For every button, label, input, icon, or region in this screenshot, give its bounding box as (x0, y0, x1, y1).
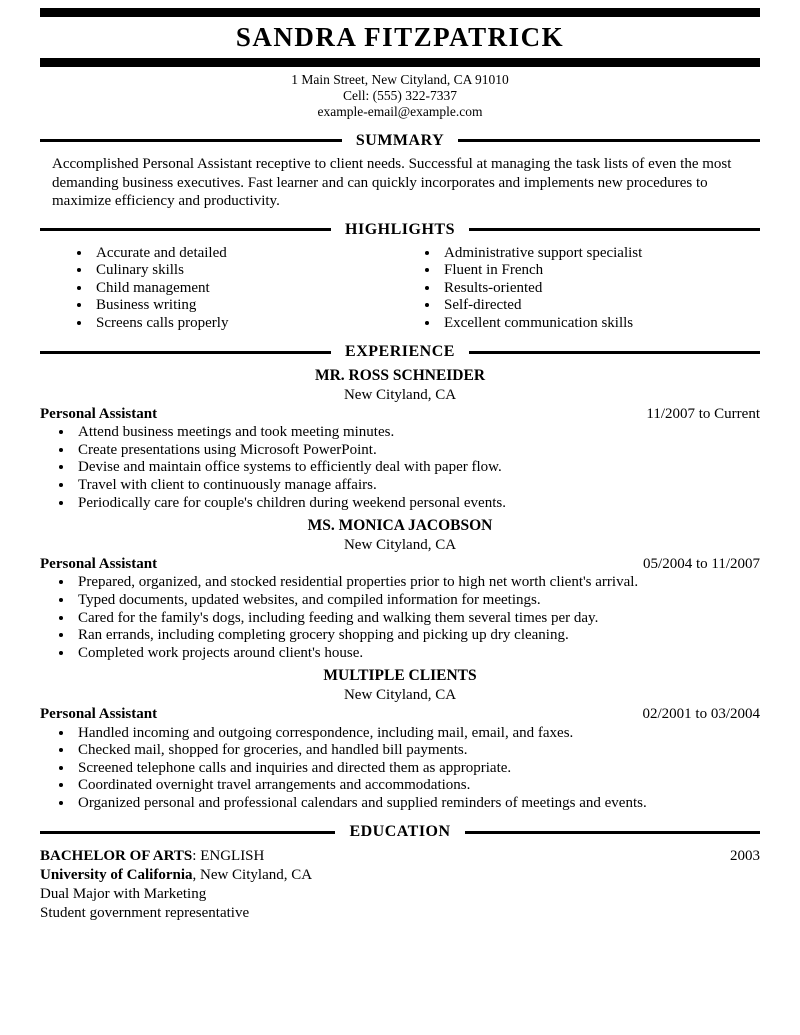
divider (469, 351, 760, 354)
job-location: New Cityland, CA (343, 686, 457, 703)
job-entry (40, 667, 760, 812)
education-school-location: , New Cityland, CA (192, 867, 313, 884)
highlights-columns (52, 245, 748, 333)
job-bullet: • Travel with client to continuously manage affairs. (74, 477, 760, 495)
highlight-item: • Business writing (92, 297, 400, 315)
highlights-left-column (52, 245, 400, 333)
job-employer: MULTIPLE CLIENTS (323, 667, 477, 685)
divider (40, 228, 331, 231)
section-header-highlights (40, 221, 760, 239)
highlight-item: • Excellent communication skills (440, 315, 748, 333)
section-title-education: EDUCATION (349, 823, 451, 841)
job-meta-row (40, 705, 760, 724)
top-divider-bar (40, 8, 760, 17)
job-employer: MS. MONICA JACOBSON (307, 517, 493, 535)
job-employer: MR. ROSS SCHNEIDER (314, 367, 486, 385)
education-degree-title: BACHELOR OF ARTS (40, 847, 193, 864)
highlight-item: • Child management (92, 280, 400, 298)
education-degree (40, 847, 264, 866)
job-bullet: • Ran errands, including completing grocery shopping and picking up dry cleaning. (74, 627, 760, 645)
divider (40, 351, 331, 354)
job-bullet: • Prepared, organized, and stocked residential properties prior to high net worth client's arrival. (74, 574, 760, 592)
job-bullet: • Screened telephone calls and inquiries and directed them as appropriate. (74, 760, 760, 778)
job-bullet-list (40, 725, 760, 813)
job-position: Personal Assistant (40, 705, 158, 722)
job-dates: 02/2001 to 03/2004 (642, 705, 760, 722)
highlight-item: • Results-oriented (440, 280, 748, 298)
highlight-item: • Administrative support specialist (440, 245, 748, 263)
job-bullet: • Checked mail, shopped for groceries, and handled bill payments. (74, 742, 760, 760)
education-block (40, 847, 760, 924)
name-divider-bar (40, 58, 760, 67)
job-bullet: • Attend business meetings and took meeting minutes. (74, 424, 760, 442)
job-entry (40, 517, 760, 662)
divider (458, 139, 760, 142)
job-bullet: • Devise and maintain office systems to efficiently deal with paper flow. (74, 459, 760, 477)
job-location: New Cityland, CA (343, 386, 457, 403)
contact-email: example-email@example.com (317, 104, 483, 120)
divider (469, 228, 760, 231)
job-position: Personal Assistant (40, 405, 158, 422)
job-bullet-list (40, 574, 760, 662)
divider (40, 139, 342, 142)
job-bullet: • Organized personal and professional calendars and supplied reminders of meetings and events. (74, 795, 760, 813)
education-year: 2003 (730, 847, 760, 864)
highlight-list (52, 245, 400, 333)
section-header-experience (40, 343, 760, 361)
job-position: Personal Assistant (40, 555, 158, 572)
highlight-item: • Self-directed (440, 297, 748, 315)
job-meta-row (40, 555, 760, 574)
job-bullet: • Coordinated overnight travel arrangements and accommodations. (74, 777, 760, 795)
highlight-item: • Screens calls properly (92, 315, 400, 333)
contact-phone: Cell: (555) 322-7337 (343, 88, 457, 104)
job-bullet: • Handled incoming and outgoing correspondence, including mail, email, and faxes. (74, 725, 760, 743)
job-bullet-list (40, 424, 760, 512)
page-title: SANDRA FITZPATRICK (235, 22, 565, 52)
job-entry (40, 367, 760, 512)
divider (40, 831, 335, 834)
highlight-list (400, 245, 748, 333)
section-title-summary: SUMMARY (355, 131, 445, 149)
job-bullet: • Create presentations using Microsoft PowerPoint. (74, 442, 760, 460)
summary-text: Accomplished Personal Assistant receptive to client needs. Successful at managing the task lists of even the most demanding business executives. Fast learner and can quickly incorporates and implements new procedures to maximize efficiency and productivity. (52, 156, 732, 209)
job-dates: 11/2007 to Current (646, 405, 760, 422)
job-bullet: • Periodically care for couple's children during weekend personal events. (74, 495, 760, 513)
education-degree-row (40, 847, 760, 866)
section-title-highlights: HIGHLIGHTS (345, 221, 455, 239)
job-bullet: • Completed work projects around client's house. (74, 645, 760, 663)
section-header-summary (40, 132, 760, 150)
education-school: University of California (40, 867, 193, 884)
section-header-education (40, 823, 760, 841)
highlight-item: • Culinary skills (92, 262, 400, 280)
section-title-experience: EXPERIENCE (345, 343, 455, 361)
highlight-item: • Fluent in French (440, 262, 748, 280)
highlights-right-column (400, 245, 748, 333)
job-meta-row (40, 405, 760, 424)
job-location: New Cityland, CA (343, 536, 457, 553)
education-degree-major: : ENGLISH (192, 847, 265, 864)
education-detail: Dual Major with Marketing (40, 886, 207, 903)
job-dates: 05/2004 to 11/2007 (643, 555, 760, 572)
education-detail: Student government representative (40, 905, 250, 922)
highlight-item: • Accurate and detailed (92, 245, 400, 263)
job-bullet: • Typed documents, updated websites, and compiled information for meetings. (74, 592, 760, 610)
divider (465, 831, 760, 834)
contact-address: 1 Main Street, New Cityland, CA 91010 (291, 72, 509, 88)
job-bullet: • Cared for the family's dogs, including feeding and walking them several times per day. (74, 610, 760, 628)
contact-block (40, 72, 760, 121)
education-school-row (40, 866, 760, 885)
